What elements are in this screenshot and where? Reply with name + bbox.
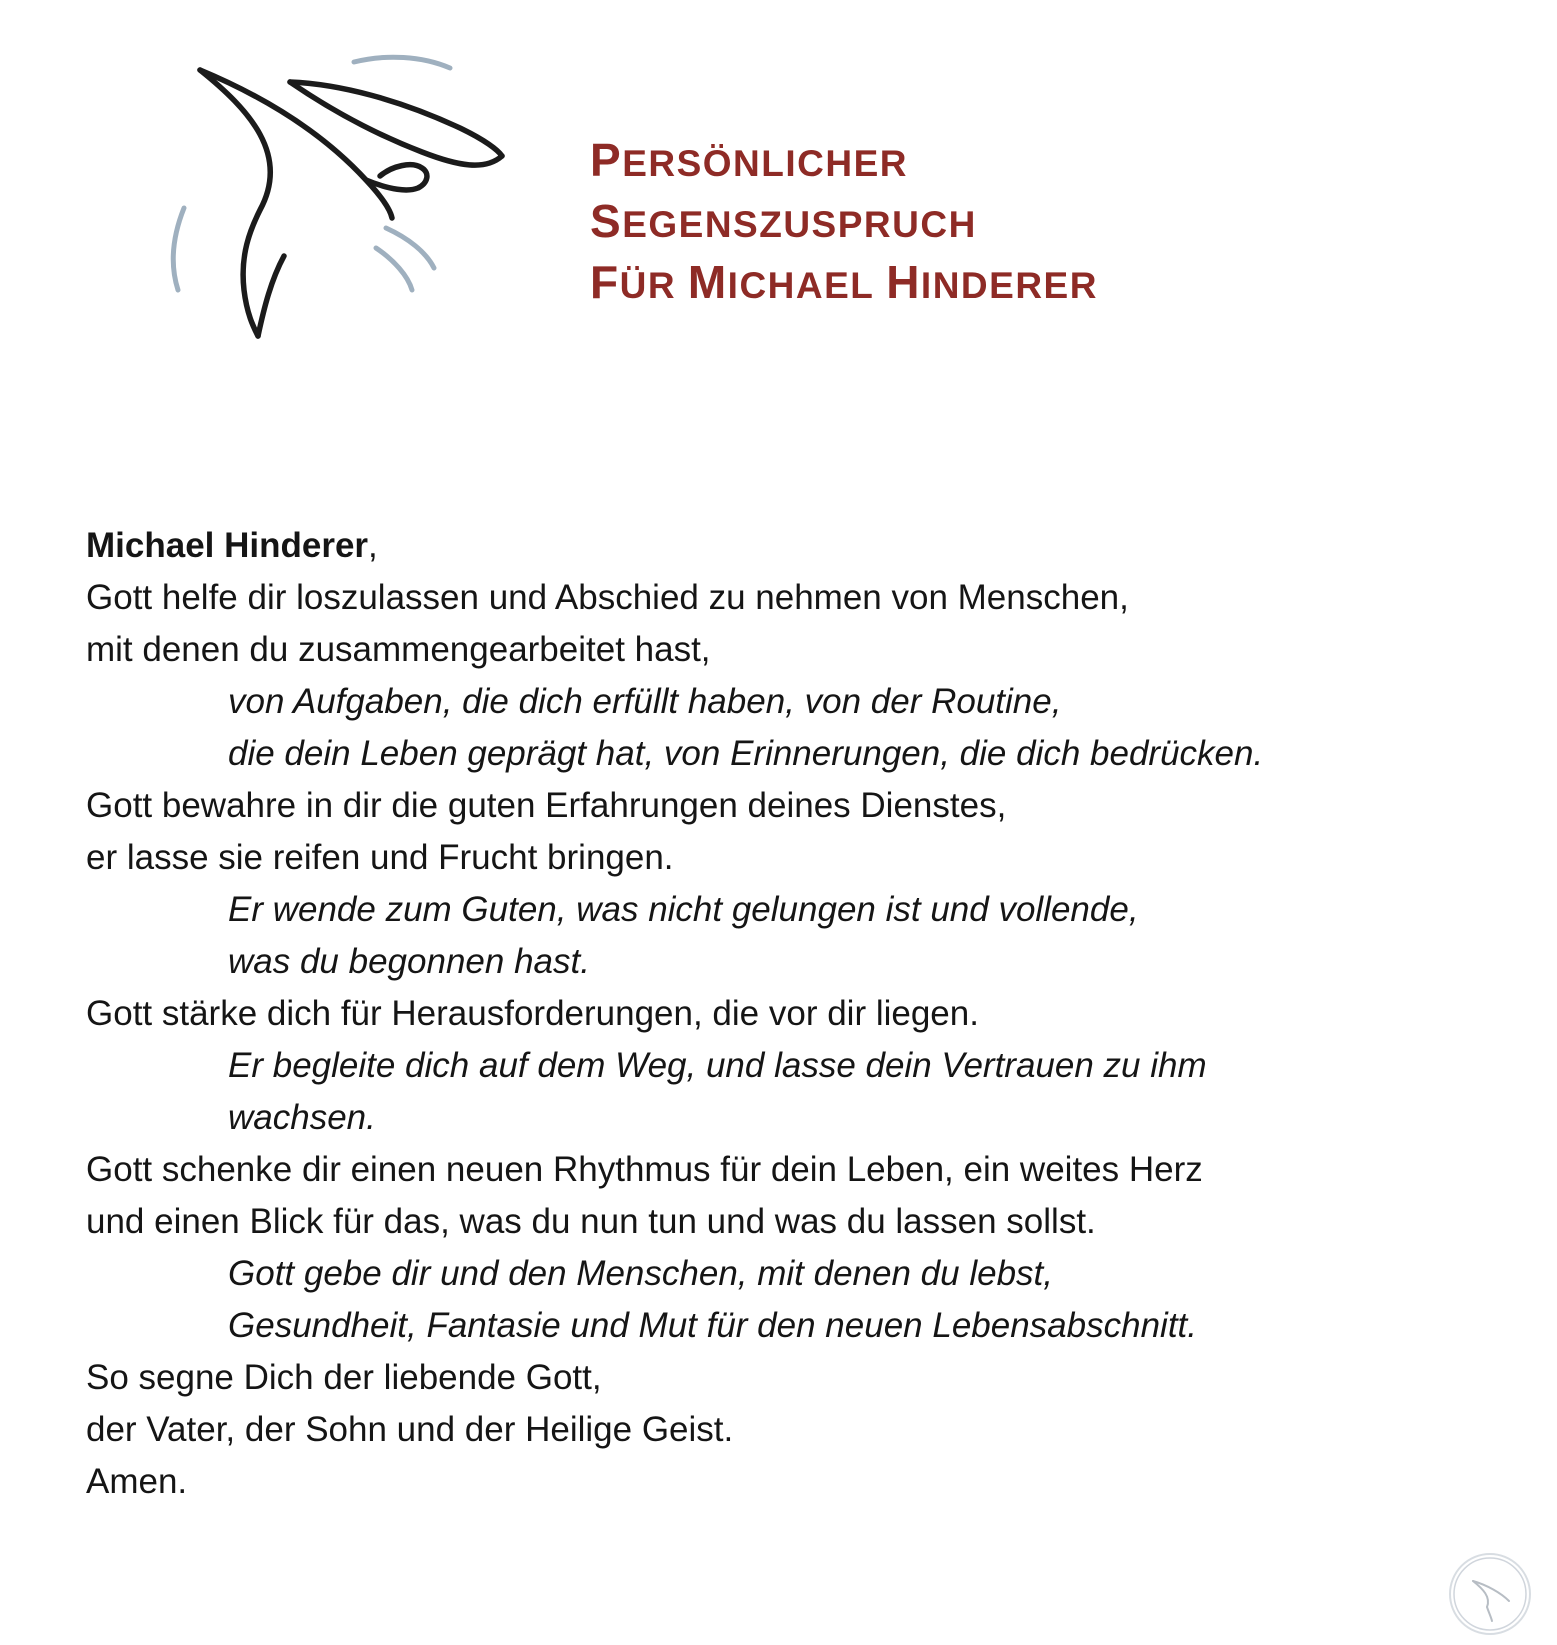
- text-line: Gott schenke dir einen neuen Rhythmus für dein Leben, ein weites Herz: [86, 1150, 1203, 1189]
- text-line: Gesundheit, Fantasie und Mut für den neuen Lebensabschnitt.: [228, 1306, 1197, 1345]
- watermark-stamp-icon: [1449, 1553, 1531, 1635]
- salutation-comma: ,: [368, 526, 378, 565]
- text-line: Er begleite dich auf dem Weg, und lasse dein Vertrauen zu ihm: [228, 1046, 1207, 1085]
- text-line: er lasse sie reifen und Frucht bringen.: [86, 838, 674, 877]
- document-header: [0, 0, 1557, 400]
- title-line-3: FÜR MICHAEL HINDERER: [590, 256, 1098, 309]
- text-line: Gott stärke dich für Herausforderungen, die vor dir liegen.: [86, 994, 979, 1033]
- text-line: die dein Leben geprägt hat, von Erinnerungen, die dich bedrücken.: [228, 734, 1264, 773]
- text-line: der Vater, der Sohn und der Heilige Geist.: [86, 1410, 734, 1449]
- text-line: Gott bewahre in dir die guten Erfahrungen deines Dienstes,: [86, 786, 1007, 825]
- title-line-2: SEGENSZUSPRUCH: [590, 195, 977, 248]
- dove-logo: [140, 40, 530, 340]
- salutation: [86, 520, 1486, 572]
- text-line: So segne Dich der liebende Gott,: [86, 1358, 602, 1397]
- text-line: Er wende zum Guten, was nicht gelungen ist und vollende,: [228, 890, 1139, 929]
- text-line: Gott helfe dir loszulassen und Abschied zu nehmen von Menschen,: [86, 578, 1129, 617]
- text-line: mit denen du zusammengearbeitet hast,: [86, 630, 711, 669]
- text-line: von Aufgaben, die dich erfüllt haben, von der Routine,: [228, 682, 1062, 721]
- text-line: wachsen.: [228, 1098, 376, 1137]
- text-line: und einen Blick für das, was du nun tun und was du lassen sollst.: [86, 1202, 1096, 1241]
- salutation-name: Michael Hinderer: [86, 526, 369, 565]
- text-line: Gott gebe dir und den Menschen, mit denen du lebst,: [228, 1254, 1053, 1293]
- text-line: was du begonnen hast.: [228, 942, 590, 981]
- title-line-1: PERSÖNLICHER: [590, 134, 908, 186]
- blessing-text: [86, 520, 1486, 1508]
- page-title: [590, 130, 1490, 314]
- text-line: Amen.: [86, 1462, 188, 1501]
